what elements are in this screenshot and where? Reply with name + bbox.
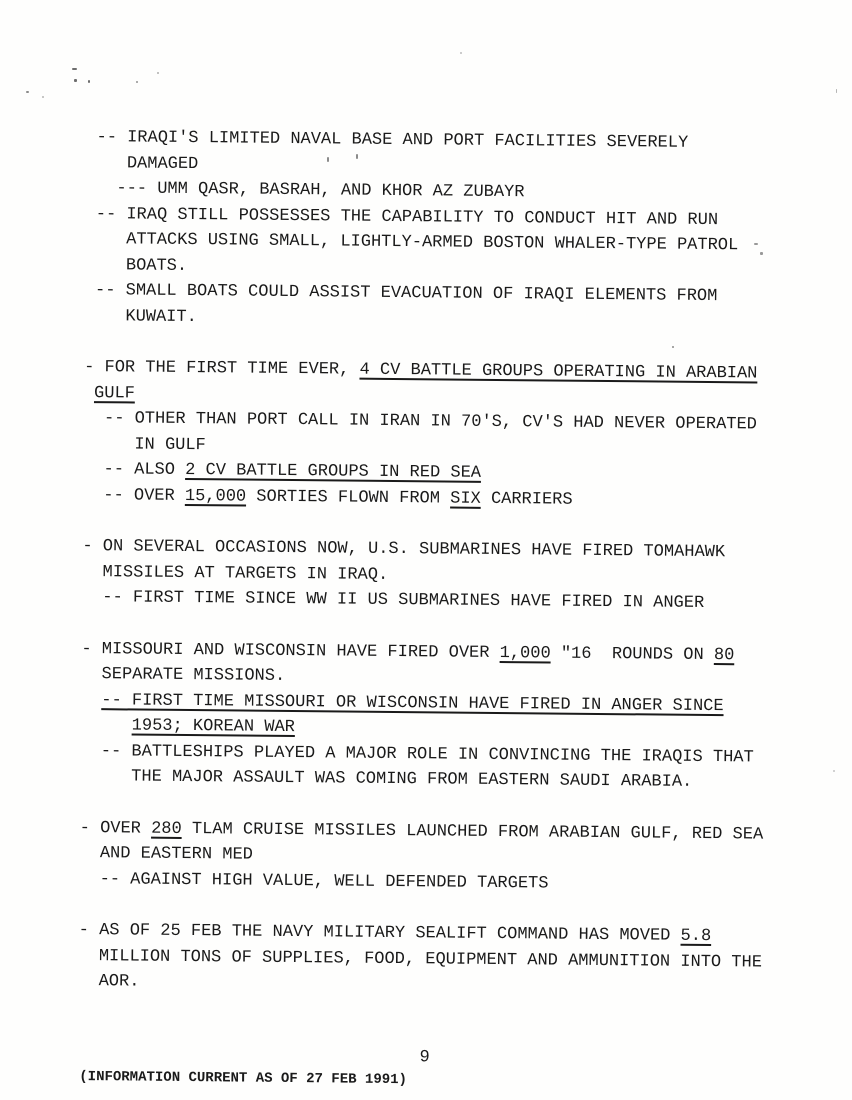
text-run: -- BATTLESHIPS PLAYED A MAJOR ROLE IN CONVINCING THE IRAQIS THAT [80,741,754,767]
underlined-text: 1,000 [499,643,551,663]
text-run [81,716,132,735]
scan-artifact [88,80,90,83]
scan-artifact [327,157,329,162]
text-line [82,585,766,617]
text-run: - MISSOURI AND WISCONSIN HAVE FIRED OVER [81,639,500,663]
text-run: TLAM CRUISE MISSILES LAUNCHED FROM ARABIAN GULF, RED SEA [181,819,764,845]
text-run: THE MAJOR ASSAULT WAS COMING FROM EASTERN SAUDI ARABIA. [80,766,693,792]
paragraph [80,636,765,796]
text-run: CARRIERS [480,489,573,510]
text-run: -- AGAINST HIGH VALUE, WELL DEFENDED TARGETS [79,869,549,893]
underlined-text: 1953; KOREAN WAR [131,716,296,738]
scan-artifact [42,96,44,98]
footer-note: (INFORMATION CURRENT AS OF 27 FEB 1991) [79,1068,408,1089]
text-run: IN GULF [83,434,206,455]
text-line [79,866,763,898]
paragraph [82,534,766,617]
scan-artifact [754,243,758,245]
scan-artifact [136,81,138,83]
underlined-text: 4 CV BATTLE GROUPS OPERATING IN ARABIAN [359,360,758,384]
page-number: 9 [419,1048,430,1068]
underlined-text: SIX [450,489,481,509]
underlined-text: 2 CV BATTLE GROUPS IN RED SEA [185,460,482,483]
scan-artifact [72,68,77,70]
text-run: -- ALSO [83,459,186,480]
text-line [83,482,767,514]
text-line [80,764,764,796]
underlined-text: 5.8 [680,926,712,947]
underlined-text: 15,000 [184,486,247,507]
text-run [81,690,102,709]
text-run: AND EASTERN MED [79,843,253,865]
text-run: -- OVER [82,485,186,506]
text-run: -- OTHER THAN PORT CALL IN IRAN IN 70'S, CV'S HAD NEVER OPERATED [83,408,758,435]
paragraph [79,815,763,898]
underlined-text: GULF [93,383,135,403]
document-body [78,125,770,1001]
text-run [84,383,94,402]
underlined-text: 80 [713,645,735,665]
text-run: -- FIRST TIME SINCE WW II US SUBMARINES HAVE FIRED IN ANGER [81,587,705,613]
text-run: - FOR THE FIRST TIME EVER, [84,358,360,380]
scan-artifact [74,79,77,82]
text-run: - AS OF 25 FEB THE NAVY MILITARY SEALIFT COMMAND HAS MOVED [78,920,681,946]
text-run: BOATS. [85,255,188,276]
scan-artifact [672,346,674,348]
text-run: -- IRAQ STILL POSSESSES THE CAPABILITY TO CONDUCT HIT AND RUN [85,204,719,230]
text-run: -- IRAQI'S LIMITED NAVAL BASE AND PORT FACILITIES SEVERELY [86,128,689,153]
underlined-text: -- FIRST TIME MISSOURI OR WISCONSIN HAVE FIRED IN ANGER SINCE [101,690,724,716]
scan-artifact [833,770,835,772]
scan-artifact [157,72,159,74]
text-run: AOR. [78,971,140,992]
scan-artifact [460,52,462,54]
scan-artifact [836,89,837,93]
paragraph [78,918,762,1001]
text-run: --- UMM QASR, BASRAH, AND KHOR AZ ZUBAYR [85,179,525,203]
text-run: - OVER [79,818,152,839]
scan-artifact [356,154,358,159]
text-run: DAMAGED [85,153,199,174]
text-run: KUWAIT. [84,306,197,327]
paragraph [84,125,769,336]
text-run: ATTACKS USING SMALL, LIGHTLY-ARMED BOSTON WHALER-TYPE PATROL [85,230,739,256]
underlined-text: 280 [151,819,182,839]
scan-artifact [760,252,763,255]
text-run: -- SMALL BOATS COULD ASSIST EVACUATION OF IRAQI ELEMENTS FROM [84,281,718,307]
text-run: SORTIES FLOWN FROM [246,487,451,509]
text-run: - ON SEVERAL OCCASIONS NOW, U.S. SUBMARINES HAVE FIRED TOMAHAWK [82,536,726,563]
text-run: SEPARATE MISSIONS. [81,664,286,686]
paragraph [83,355,768,515]
text-run: "16 ROUNDS ON [550,643,715,665]
text-run: MISSILES AT TARGETS IN IRAQ. [82,562,389,585]
text-run: MILLION TONS OF SUPPLIES, FOOD, EQUIPMENT AND AMMUNITION INTO THE [78,946,763,973]
scan-artifact [26,91,29,93]
